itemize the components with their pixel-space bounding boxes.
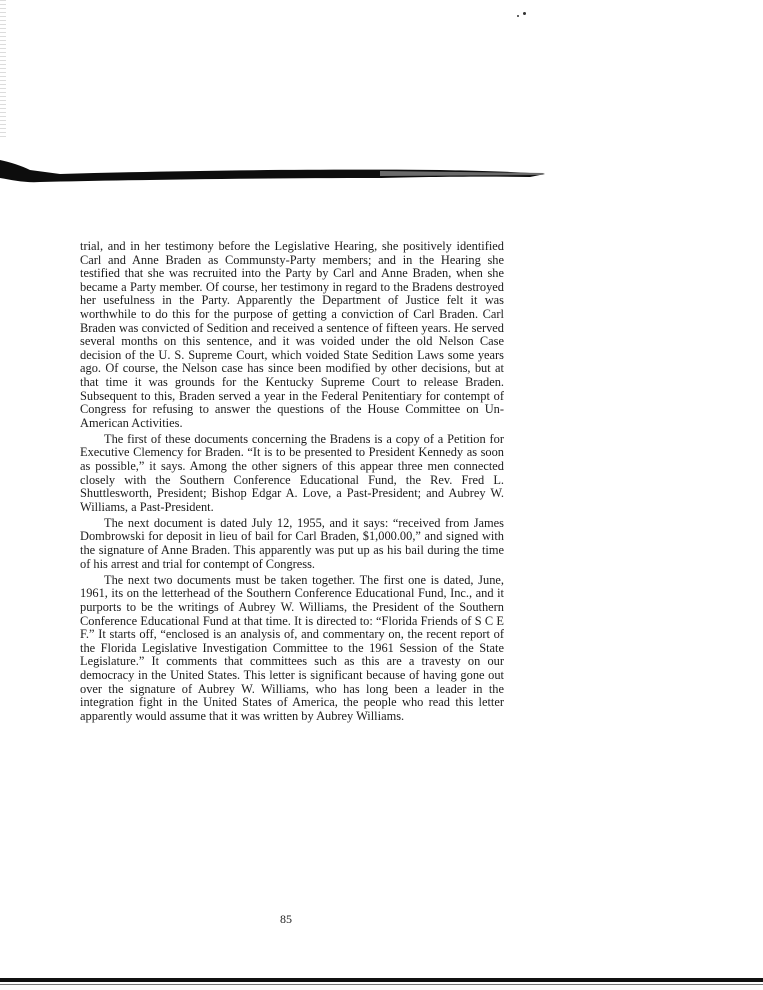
- paragraph: The first of these documents concerning the Bradens is a copy of a Petition for Executive Clemency for Braden. “It is to be presented to President Kennedy as soon as possible,” it says. Among the other signers of this appear three men connected closely with the Southern Conference Educational Fund, the Rev. Fred L. Shuttlesworth, President; Bishop Edgar A. Love, a Past-President; and Aubrey W. Williams, a Past-President.: [80, 431, 504, 514]
- body-text: [80, 240, 504, 726]
- scan-dot: [523, 12, 526, 15]
- paragraph: trial, and in her testimony before the Legislative Hearing, she positively identified Carl and Anne Braden as Communsty-Party members; and in the Hearing she testified that she was recruited into the Party by Carl and Anne Braden, when she became a Party member. Of course, her testimony in regard to the Bradens destroyed her usefulness in the Party. Apparently the Department of Justice felt it was worthwhile to do this for the purpose of getting a conviction of Carl Braden. Carl Braden was convicted of Sedition and received a sentence of fifteen years. He served several months on this sentence, and it was voided under the old Nelson Case decision of the U. S. Supreme Court, which voided State Sedition Laws some years ago. Of course, the Nelson case has since been modified by other decisions, but at that time it was grounds for the Kentucky Supreme Court to release Braden. Subsequent to this, Braden served a year in the Federal Penitentiary for contempt of Congress for refusing to answer the questions of the House Committee on Un-American Activities.: [80, 239, 504, 430]
- paragraph: The next document is dated July 12, 1955, and it says: “received from James Dombrowski for deposit in lieu of bail for Carl Braden, $1,000.00,” and signed with the signature of Anne Braden. This apparently was put up as his bail during the time of his arrest and trial for contempt of Congress.: [80, 515, 504, 571]
- scan-bottom-edge: [0, 978, 763, 982]
- scan-edge-speckle: [0, 0, 6, 140]
- scan-bottom-edge: [0, 984, 763, 985]
- scan-dot: [517, 15, 519, 17]
- binding-shadow: [0, 156, 545, 186]
- paragraph: The next two documents must be taken together. The first one is dated, June, 1961, its on the letterhead of the Southern Conference Educational Fund, Inc., and it purports to be the writings of Aubrey W. Williams, the President of the Southern Conference Educational Fund at that time. It is directed to: “Florida Friends of S C E F.” It starts off, “enclosed is an analysis of, and commentary on, the recent report of the Florida Legislative Investigation Committee to the 1961 Session of the State Legislature.” It comments that committees such as this are a travesty on our democracy in the United States. This letter is significant because of having gone out over the signature of Aubrey W. Williams, who has long been a leader in the integration fight in the United States of America, the people who read this letter apparently would assume that it was written by Aubrey Williams.: [80, 572, 504, 723]
- page-number: 85: [280, 912, 292, 926]
